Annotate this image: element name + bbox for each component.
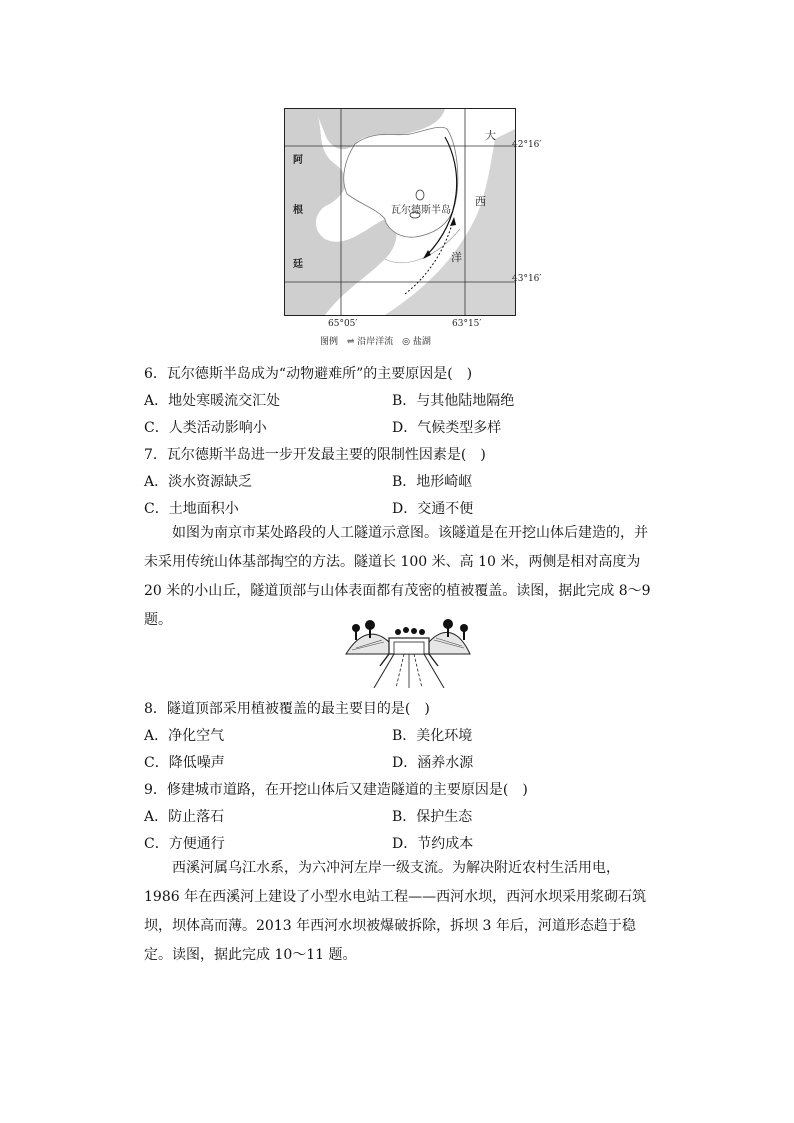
map-frame — [284, 108, 516, 316]
legend-current: ⇌ 沿岸洋流 — [346, 337, 394, 347]
q8-option-b: B．美化环境 — [392, 728, 473, 744]
q6-option-a: A．地处寒暖流交汇处 — [144, 393, 281, 409]
q8-option-d: D．涵养水源 — [392, 755, 474, 771]
country-label-2: 根 — [293, 205, 303, 216]
q9-option-a: A．防止落石 — [144, 809, 225, 825]
q6-option-d: D．气候类型多样 — [392, 420, 502, 436]
q9-option-c: C．方便通行 — [144, 836, 225, 852]
peninsula-label: 瓦尔德斯半岛 — [391, 205, 451, 216]
country-label-3: 廷 — [293, 259, 303, 270]
q8-option-a: A．净化空气 — [144, 728, 225, 744]
ocean-label-2: 西 — [475, 195, 486, 208]
lat-bottom-label: 43°16′ — [512, 274, 542, 284]
tunnel-figure — [344, 618, 474, 688]
peninsula — [344, 127, 458, 237]
q6-stem: 6．瓦尔德斯半岛成为“动物避难所”的主要原因是( ) — [144, 366, 473, 382]
map-legend — [320, 334, 437, 347]
lat-top-label: 42°16′ — [512, 140, 542, 150]
q7-option-b: B．地形崎岖 — [392, 474, 473, 490]
country-label-1: 阿 — [293, 155, 303, 166]
q7-stem: 7．瓦尔德斯半岛进一步开发最主要的限制性因素是( ) — [144, 447, 486, 463]
map-figure — [284, 108, 554, 348]
dam-intro-paragraph: 西溪河属乌江水系，为六冲河左岸一级支流。为解决附近农村生活用电，1986 年在西溪河上建设了小型水电站工程——西河水坝，西河水坝采用浆砌石筑坝，坝体高而薄。2013 年西河水坝被爆破拆除，拆坝 3 年后，河道形态趋于稳定。读图，据此完成 10～11 题。 — [144, 860, 647, 963]
q6-option-c: C．人类活动影响小 — [144, 420, 267, 436]
q6-option-b: B．与其他陆地隔绝 — [392, 393, 515, 409]
q7-option-c: C．土地面积小 — [144, 501, 239, 517]
q8-option-c: C．降低噪声 — [144, 755, 225, 771]
q9-option-d: D．节约成本 — [392, 836, 474, 852]
q7-option-d: D．交通不便 — [392, 501, 474, 517]
ocean-label-1: 大 — [485, 129, 496, 142]
q9-option-b: B．保护生态 — [392, 809, 473, 825]
ocean-label-3: 洋 — [451, 251, 462, 264]
q9-stem: 9．修建城市道路，在开挖山体后又建造隧道的主要原因是( ) — [144, 782, 528, 798]
legend-lake: ◎ 盐湖 — [402, 337, 431, 347]
lon-left-label: 65°05′ — [328, 319, 358, 329]
lon-right-label: 63°15′ — [452, 319, 482, 329]
legend-title: 图例 — [320, 337, 339, 347]
q7-option-a: A．淡水资源缺乏 — [144, 474, 253, 490]
q8-stem: 8．隧道顶部采用植被覆盖的最主要目的是( ) — [144, 701, 430, 717]
tunnel-intro-paragraph: 如图为南京市某处路段的人工隧道示意图。该隧道是在开挖山体后建造的，并未采用传统山体基部掏空的方法。隧道长 100 米、高 10 米，两侧是相对高度为 20 米的小山丘，隧道顶部与山体表面都有茂密的植被覆盖。读图，据此完成 8～9 题。 — [144, 525, 651, 628]
